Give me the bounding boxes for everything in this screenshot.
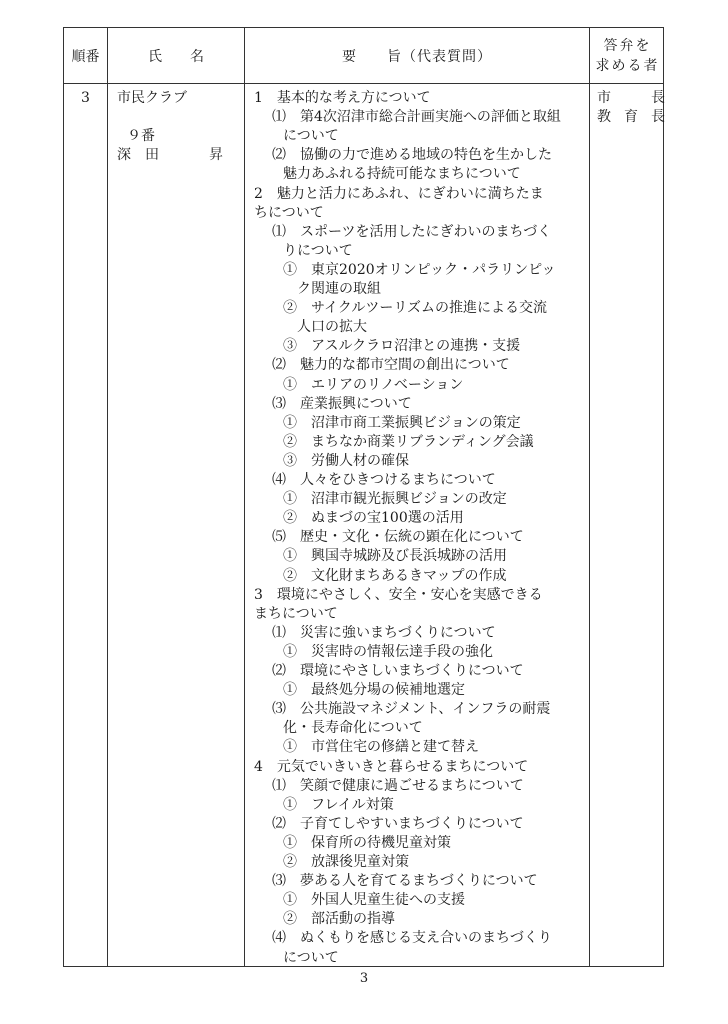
column-divider bbox=[244, 28, 245, 966]
gist-item: ① 市営住宅の修繕と建て替え bbox=[283, 739, 479, 756]
member-given-name: 昇 bbox=[209, 147, 223, 163]
gist-item: ① 沼津市商工業振興ビジョンの策定 bbox=[283, 414, 521, 431]
column-divider bbox=[107, 28, 108, 966]
gist-item: ① 保育所の待機児童対策 bbox=[283, 834, 451, 851]
gist-item: まちについて bbox=[254, 605, 338, 622]
gist-item: について bbox=[283, 949, 339, 966]
gist-item: ⑵ 魅力的な都市空間の創出について bbox=[272, 357, 510, 374]
answerer-char: 長 bbox=[651, 109, 665, 125]
gist-item: ① 沼津市観光振興ビジョンの改定 bbox=[283, 491, 507, 508]
gist-item: ⑶ 産業振興について bbox=[272, 395, 412, 412]
gist-item: ② ぬまづの宝100選の活用 bbox=[283, 510, 464, 527]
answerer-char: 長 bbox=[651, 90, 665, 106]
header-divider bbox=[64, 83, 663, 84]
gist-item: ⑵ 子育てしやすいまちづくりについて bbox=[272, 815, 524, 832]
answerer-education-chief bbox=[597, 108, 665, 127]
gist-item: ⑷ ぬくもりを感じる支え合いのまちづくり bbox=[272, 930, 552, 947]
header-gist: 要 旨（代表質問） bbox=[342, 48, 492, 65]
gist-item: ② 部活動の指導 bbox=[283, 911, 395, 928]
gist-item: ⑴ スポーツを活用したにぎわいのまちづく bbox=[272, 223, 552, 240]
page-number: 3 bbox=[359, 971, 369, 986]
gist-item: ⑸ 歴史・文化・伝統の顕在化について bbox=[272, 529, 524, 546]
gist-item: ⑷ 人々をひきつけるまちについて bbox=[272, 472, 496, 488]
gist-item: りについて bbox=[283, 242, 353, 259]
gist-item: ク関連の取組 bbox=[297, 281, 381, 297]
gist-item: ③ アスルクラロ沼津との連携・支援 bbox=[283, 338, 521, 355]
gist-item: 3 環境にやさしく、安全・安心を実感できる bbox=[254, 586, 543, 603]
gist-item: ⑶ 公共施設マネジメント、インフラの耐震 bbox=[272, 701, 551, 718]
answerer-char: 育 bbox=[624, 109, 638, 125]
answerer-char: 教 bbox=[597, 109, 611, 125]
gist-item: ちについて bbox=[254, 204, 324, 221]
gist-item: ① 災害時の情報伝達手段の強化 bbox=[283, 643, 493, 660]
gist-item: ① エリアのリノベーション bbox=[283, 376, 464, 393]
gist-item: ① フレイル対策 bbox=[283, 796, 394, 813]
gist-item: 化・長寿命化について bbox=[283, 720, 423, 737]
gist-item: ① 東京2020オリンピック・パラリンピッ bbox=[283, 261, 556, 278]
header-answer bbox=[590, 28, 665, 83]
gist-item: ① 興国寺城跡及び長浜城跡の活用 bbox=[283, 548, 507, 565]
gist-item: 4 元気でいきいきと暮らせるまちについて bbox=[254, 758, 529, 775]
row-order: 3 bbox=[81, 90, 90, 106]
gist-item: 魅力あふれる持続可能なまちについて bbox=[283, 166, 521, 183]
gist-item: ⑶ 夢ある人を育てるまちづくりについて bbox=[272, 873, 538, 890]
gist-item: ① 最終処分場の候補地選定 bbox=[283, 682, 465, 699]
gist-item: ⑵ 協働の力で進める地域の特色を生かした bbox=[272, 147, 552, 164]
gist-item: 人口の拡大 bbox=[297, 319, 367, 336]
gist-item: ⑴ 笑顔で健康に過ごせるまちについて bbox=[272, 777, 524, 794]
gist-item: ① 外国人児童生徒への支援 bbox=[283, 892, 465, 909]
answerer-mayor bbox=[597, 89, 665, 108]
gist-item: ⑴ 災害に強いまちづくりについて bbox=[272, 624, 496, 641]
club-name: 市民クラブ bbox=[117, 90, 187, 106]
gist-item: 2 魅力と活力にあふれ、にぎわいに満ちたま bbox=[254, 185, 544, 202]
gist-item: ⑵ 環境にやさしいまちづくりについて bbox=[272, 663, 524, 679]
header-name: 氏 名 bbox=[148, 48, 204, 65]
gist-item: ② 放課後児童対策 bbox=[283, 854, 409, 870]
member-family-name: 深 田 bbox=[117, 147, 159, 163]
gist-item: ② 文化財まちあるきマップの作成 bbox=[283, 567, 507, 584]
answerer-char: 市 bbox=[597, 90, 611, 106]
question-table bbox=[63, 27, 664, 967]
header-order: 順番 bbox=[71, 48, 100, 65]
header-answer-line2: 求める者 bbox=[595, 57, 660, 74]
seat-number: ９番 bbox=[127, 128, 155, 144]
gist-item: について bbox=[283, 128, 339, 145]
gist-item: ② まちなか商業リブランディング会議 bbox=[283, 433, 534, 450]
header-answer-line1: 答弁を bbox=[603, 37, 652, 54]
gist-item: 1 基本的な考え方について bbox=[254, 90, 431, 106]
gist-item: ③ 労働人材の確保 bbox=[283, 452, 409, 469]
gist-item: ② サイクルツーリズムの推進による交流 bbox=[283, 300, 548, 317]
column-divider bbox=[589, 28, 590, 966]
gist-item: ⑴ 第4次沼津市総合計画実施への評価と取組 bbox=[272, 109, 561, 126]
